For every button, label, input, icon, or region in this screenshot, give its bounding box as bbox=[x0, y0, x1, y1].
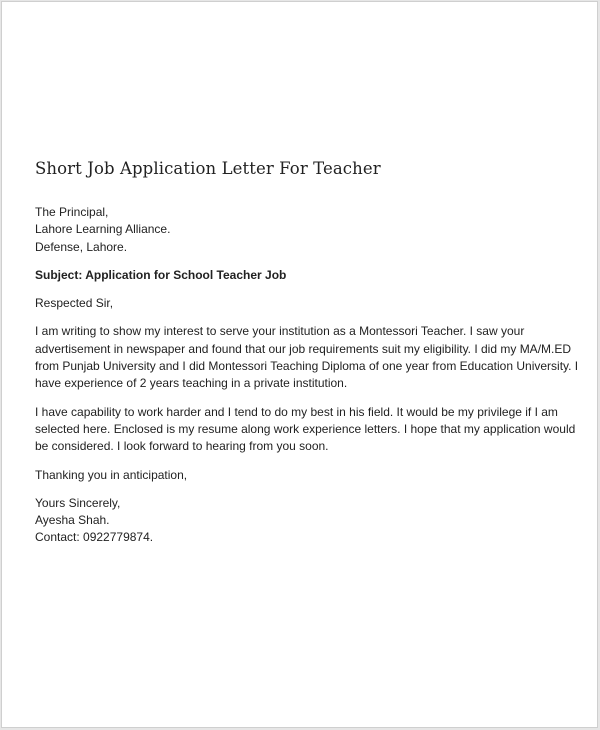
letter-subject: Subject: Application for School Teacher Job bbox=[35, 267, 287, 282]
signer-name: Ayesha Shah. bbox=[35, 513, 110, 528]
signature-block bbox=[35, 495, 575, 547]
letter-body bbox=[35, 204, 579, 547]
address-line: Lahore Learning Alliance. bbox=[35, 222, 171, 237]
paragraph-line: I have capability to work harder and I tend to do my best in his field. It would be my privilege if I am bbox=[35, 404, 558, 419]
paragraph-line: I am writing to show my interest to serve your institution as a Montessori Teacher. I saw your bbox=[35, 324, 525, 339]
contact-number: Contact: 0922779874. bbox=[35, 530, 154, 545]
letter-title: Short Job Application Letter For Teacher bbox=[35, 159, 381, 178]
signoff-line: Yours Sincerely, bbox=[35, 495, 121, 510]
paragraph-line: be considered. I look forward to hearing from you soon. bbox=[35, 439, 329, 454]
address-line: The Principal, bbox=[35, 205, 109, 219]
document-page bbox=[1, 1, 598, 728]
closing-note: Thanking you in anticipation, bbox=[35, 467, 188, 482]
paragraph-line: selected here. Enclosed is my resume along work experience letters. I hope that my application would bbox=[35, 421, 576, 436]
letter-salutation: Respected Sir, bbox=[35, 296, 114, 311]
paragraph-line: have experience of 2 years teaching in a private institution. bbox=[35, 376, 348, 391]
address-line: Defense, Lahore. bbox=[35, 239, 128, 254]
recipient-address bbox=[35, 204, 575, 256]
paragraph-interest bbox=[35, 323, 579, 392]
paragraph-capability bbox=[35, 404, 575, 456]
paragraph-line: from Punjab University and I did Montessori Teaching Diploma of one year from Education University. I bbox=[35, 359, 579, 374]
paragraph-line: advertisement in newspaper and found that our job requirements suit my eligibility. I did my MA/M.ED bbox=[35, 341, 572, 356]
